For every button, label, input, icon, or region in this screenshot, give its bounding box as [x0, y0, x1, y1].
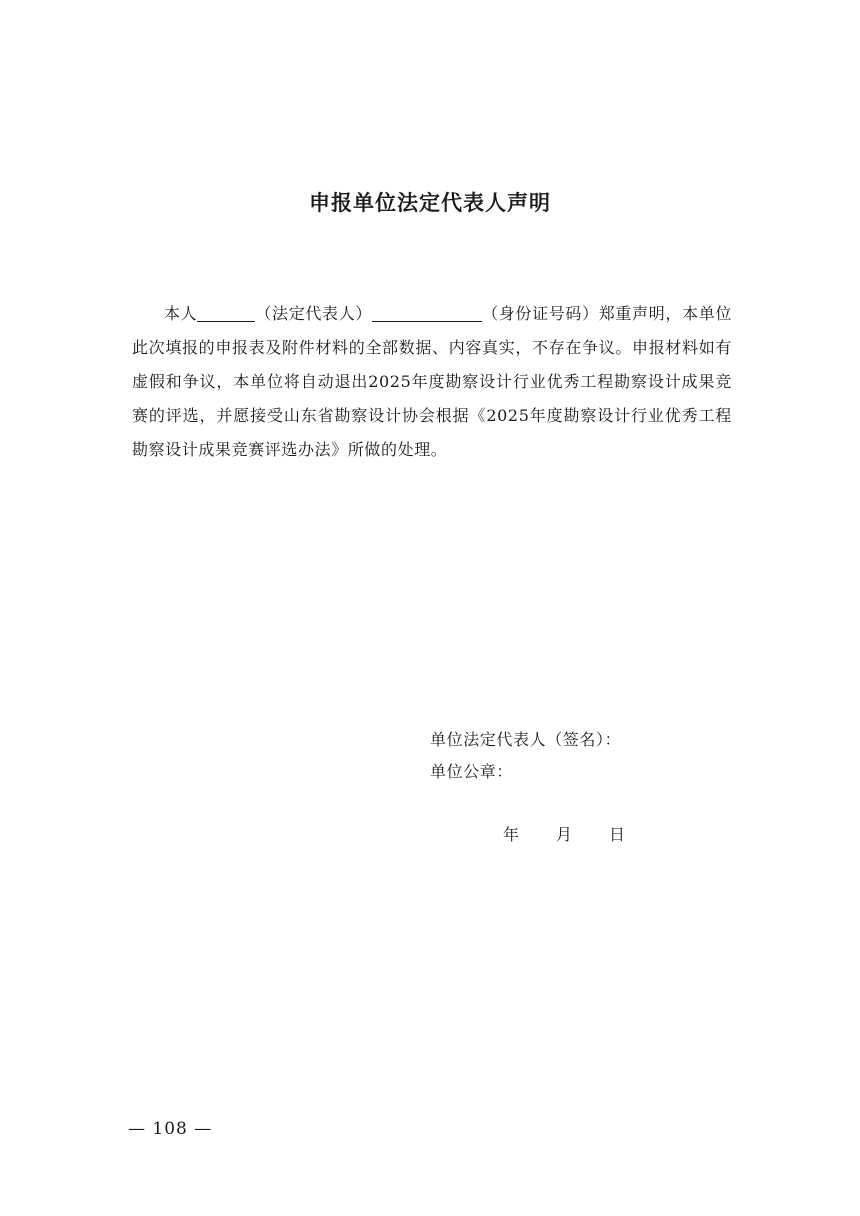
date-day-label: 日: [609, 825, 626, 844]
date-year-label: 年: [503, 825, 520, 844]
declaration-text-start: 本人: [164, 304, 198, 323]
declaration-text-representative: （法定代表人）: [255, 304, 373, 323]
unit-seal-label: 单位公章：: [430, 762, 514, 781]
signature-block: [430, 724, 621, 788]
declaration-text-body: （身份证号码）郑重声明，本单位此次填报的申报表及附件材料的全部数据、内容真实，不存在争议。申报材料如有虚假和争议，本单位将自动退出2025年度勘察设计行业优秀工程勘察设计成果竞赛的评选，并愿接受山东省勘察设计协会根据《2025年度勘察设计行业优秀工程勘察设计成果竞赛评选办法》所做的处理。: [132, 304, 732, 459]
declaration-paragraph: [132, 297, 732, 467]
page-number: — 108 —: [128, 1119, 213, 1139]
representative-name-blank: [197, 303, 255, 322]
date-month-label: 月: [556, 825, 573, 844]
page-title: 申报单位法定代表人声明: [309, 191, 551, 215]
representative-signature-label: 单位法定代表人（签名）：: [430, 730, 622, 749]
date-line: [503, 820, 625, 850]
id-number-blank: [372, 303, 482, 322]
